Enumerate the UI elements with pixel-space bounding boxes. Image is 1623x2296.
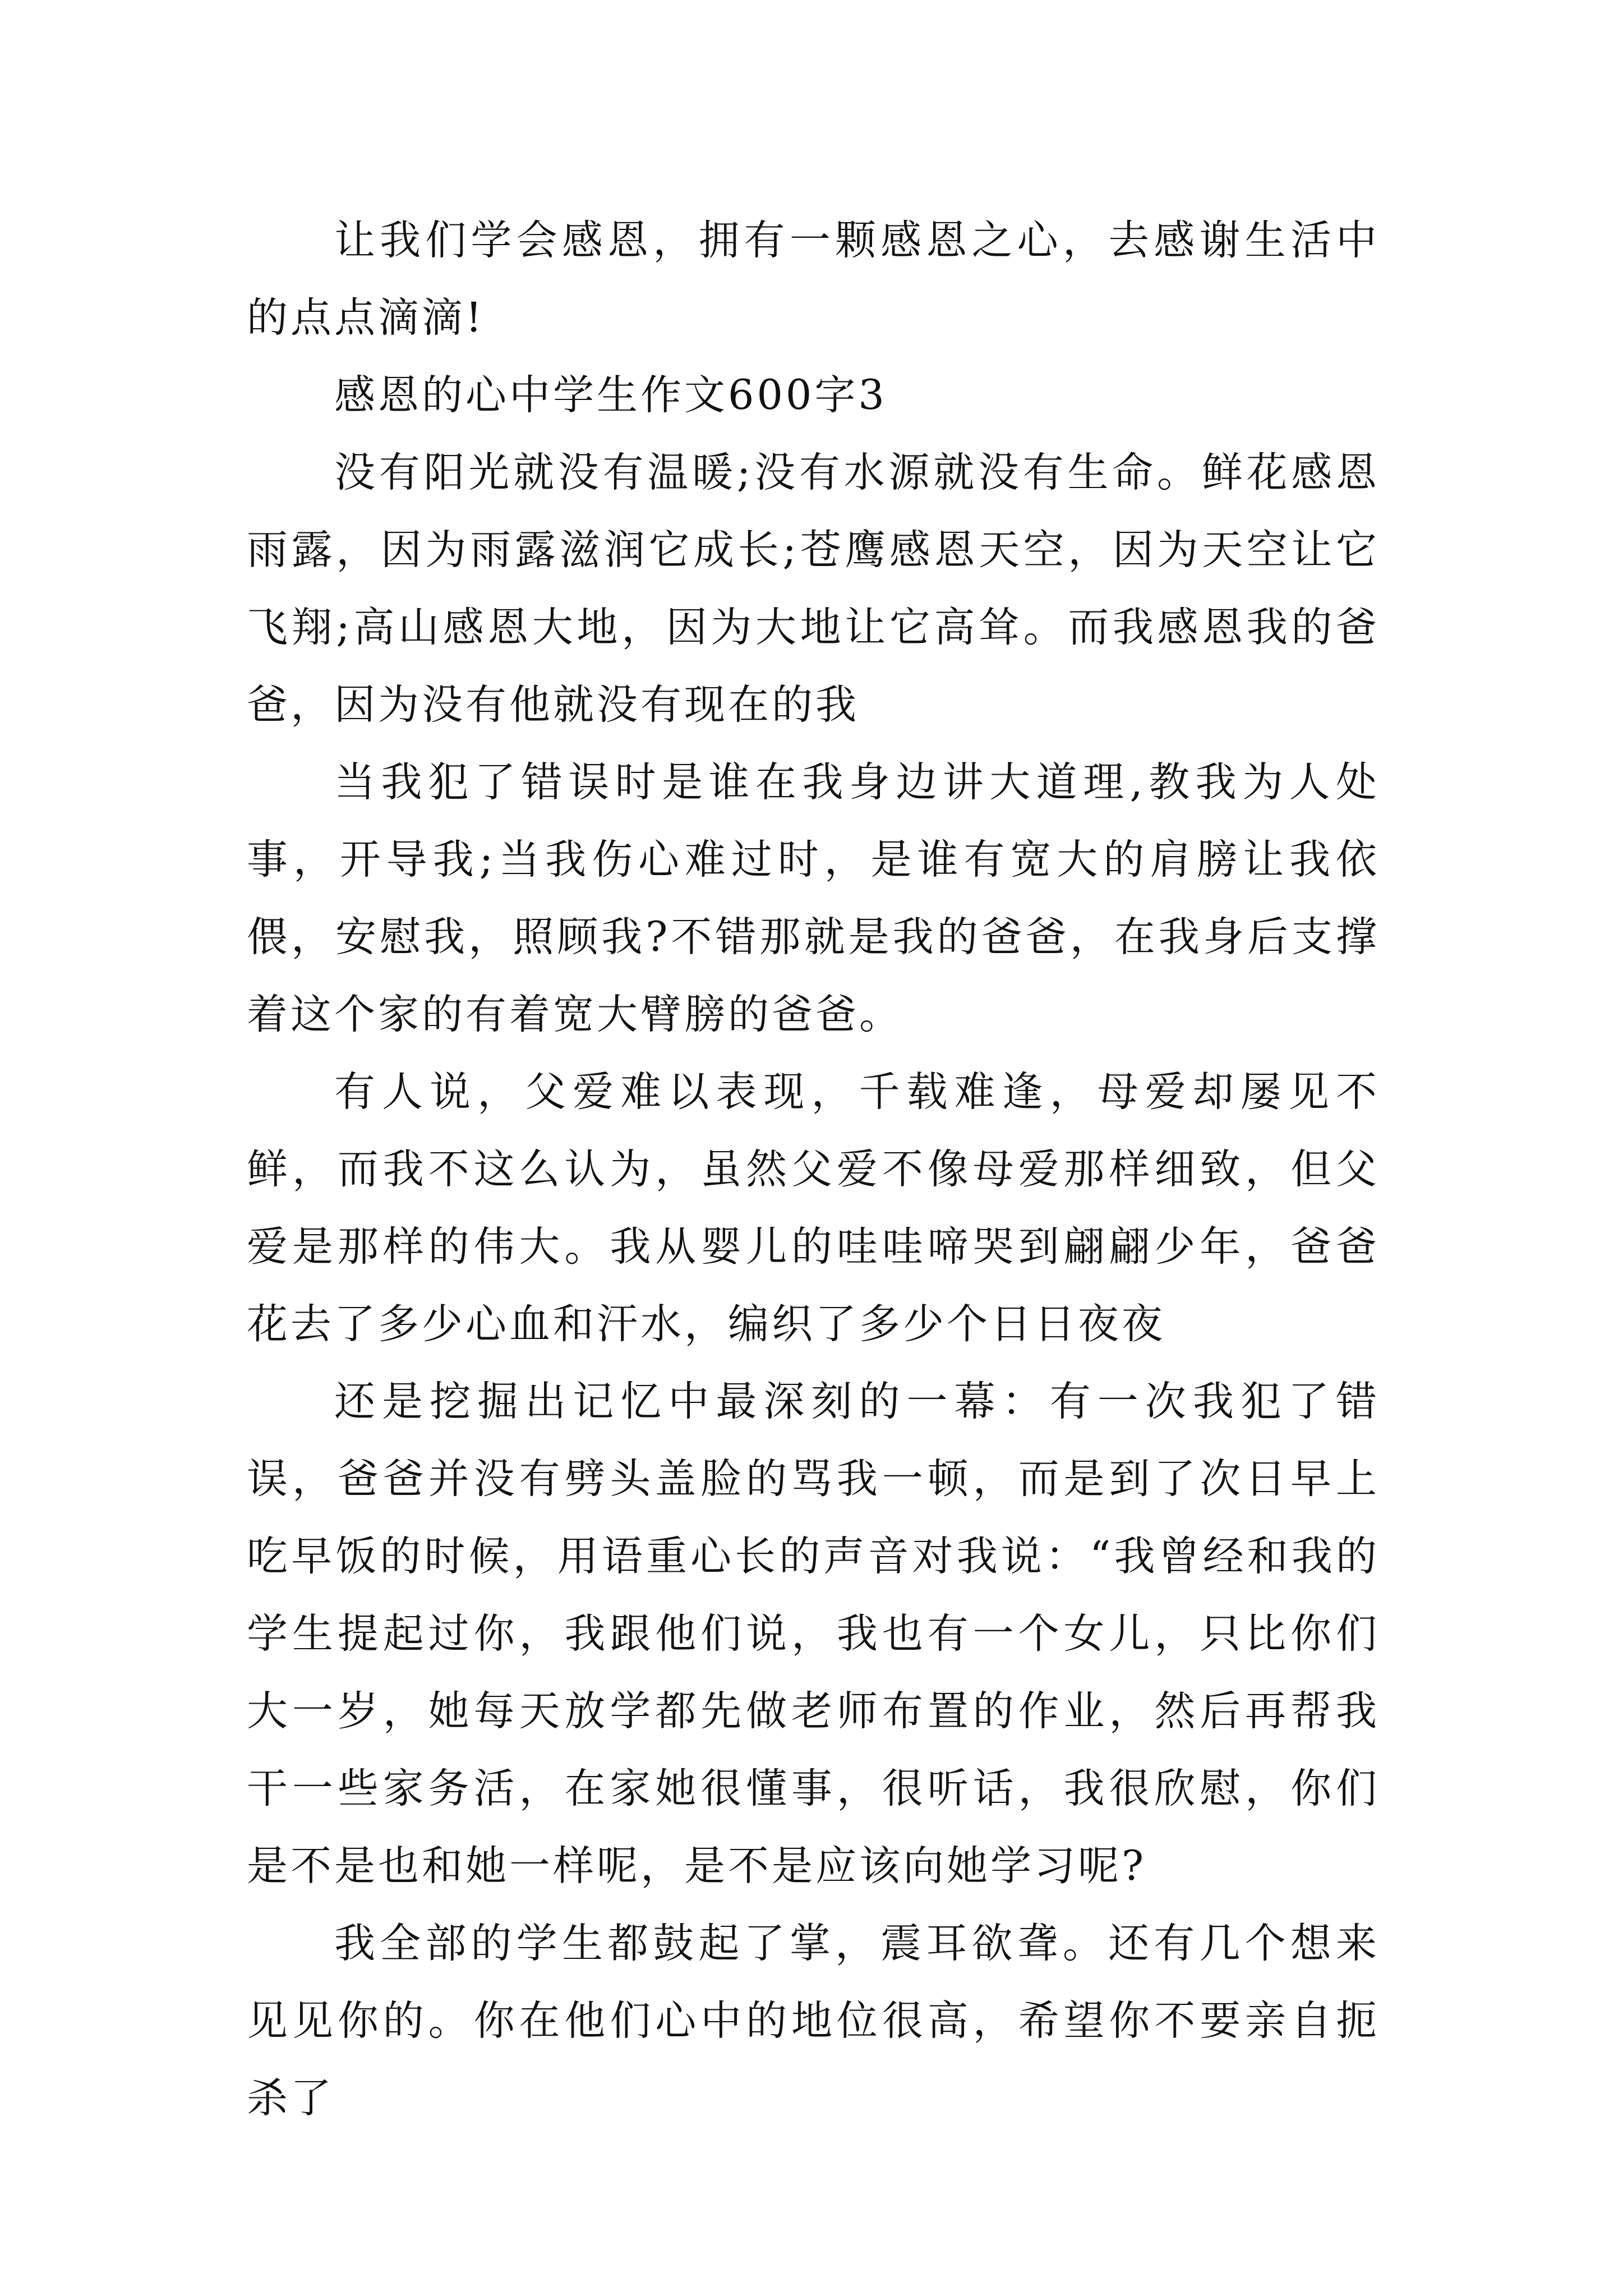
body-paragraph: 有人说，父爱难以表现，千载难逢，母爱却屡见不鲜，而我不这么认为，虽然父爱不像母爱那样细致，但父爱是那样的伟大。我从婴儿的哇哇啼哭到翩翩少年，爸爸花去了多少心血和汗水，编织了多少个日日夜夜	[247, 1068, 1380, 1348]
document-page	[247, 202, 1380, 2137]
closing-paragraph: 让我们学会感恩，拥有一颗感恩之心，去感谢生活中的点点滴滴!	[247, 217, 1380, 342]
body-paragraph: 当我犯了错误时是谁在我身边讲大道理,教我为人处事，开导我;当我伤心难过时，是谁有宽大的肩膀让我依偎，安慰我，照顾我?不错那就是我的爸爸，在我身后支撑着这个家的有着宽大臂膀的爸爸。	[247, 758, 1380, 1038]
body-paragraph: 还是挖掘出记忆中最深刻的一幕：有一次我犯了错误，爸爸并没有劈头盖脸的骂我一顿，而是到了次日早上吃早饭的时候，用语重心长的声音对我说：“我曾经和我的学生提起过你，我跟他们说，我也有一个女儿，只比你们大一岁，她每天放学都先做老师布置的作业，然后再帮我干一些家务活，在家她很懂事，很听话，我很欣慰，你们是不是也和她一样呢，是不是应该向她学习呢?	[247, 1378, 1380, 1890]
essay-heading: 感恩的心中学生作文600字3	[334, 371, 887, 419]
body-paragraph: 没有阳光就没有温暖;没有水源就没有生命。鲜花感恩雨露，因为雨露滋润它成长;苍鹰感恩天空，因为天空让它飞翔;高山感恩大地，因为大地让它高耸。而我感恩我的爸爸，因为没有他就没有现在的我	[247, 449, 1380, 729]
body-paragraph: 我全部的学生都鼓起了掌，震耳欲聋。还有几个想来见见你的。你在他们心中的地位很高，希望你不要亲自扼杀了	[247, 1920, 1380, 2122]
